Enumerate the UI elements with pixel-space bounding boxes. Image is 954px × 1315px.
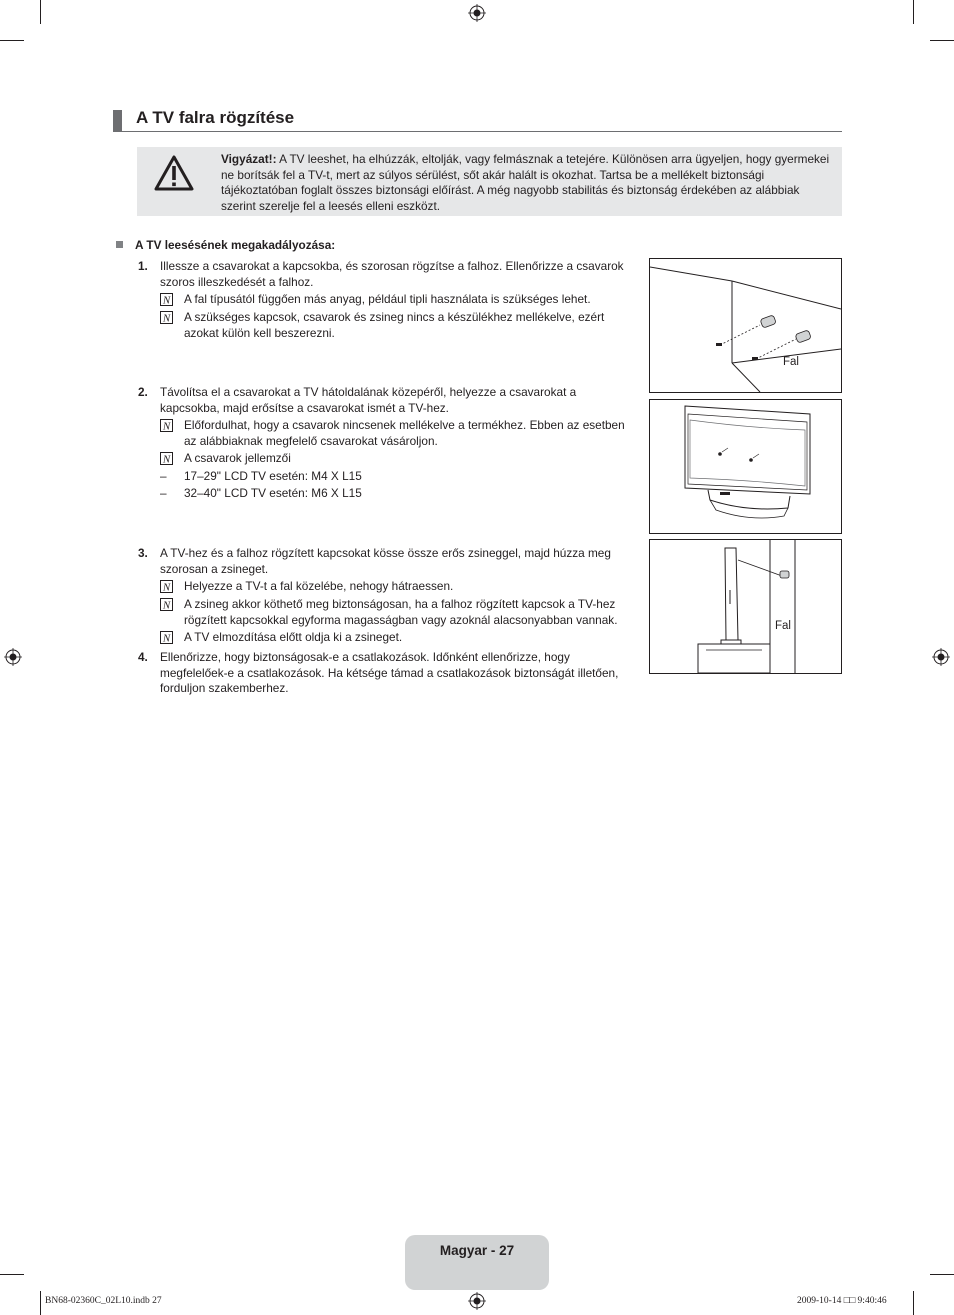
registration-mark-icon [468,4,486,22]
crop-mark [930,40,954,41]
step-text: Ellenőrizze, hogy biztonságosak-e a csatlakozások. Időnként ellenőrizze, hogy megfelelőek-e a csatlakozások. Ha kétsége támad a csatlakozások biztonságát illetően, forduljon szakemberhez. [160,650,619,695]
note-icon [160,452,173,465]
svg-text:N: N [162,599,171,611]
crop-mark [40,0,41,24]
svg-text:N: N [162,294,171,306]
tv-side-illustration [650,540,841,673]
title-divider [113,131,842,132]
step-number: 4. [138,650,148,664]
note-text: A zsineg akkor köthető meg biztonságosan, ha a falhoz rögzített kapcsok a TV-hez rögzített kapcsokkal egyforma magasságban vagy azoknál alacsonyabban vannak. [184,597,618,627]
warning-body: A TV leeshet, ha elhúzzák, eltolják, vagy felmásznak a tetejére. Különösen arra ügyeljen, hogy gyermekei ne borítsák fel a TV-t, mert az súlyos sérülést, sőt akár halált is okozhat. Tartsa be a mellékelt biztonsági tájékoztatóban foglalt összes biztonsági előírást. A még nagyobb stabilitás és biztonság érdekében az alábbiak szerint szerelje fel a leesés elleni eszközt. [221,152,830,213]
step-2 [138,385,638,416]
registration-mark-icon [468,1292,486,1310]
spec-item [160,469,362,485]
figure-tv-back [649,399,842,534]
svg-text:N: N [162,420,171,432]
note-icon [160,311,173,324]
crop-mark [913,1291,914,1315]
wall-label: Fal [775,620,791,632]
note [160,579,630,595]
step-text: A TV-hez és a falhoz rögzített kapcsokat kösse össze erős zsineggel, majd húzza meg szorosan a zsineget. [160,546,611,576]
step-number: 3. [138,546,148,560]
screw-anchor-icon [716,315,776,346]
note [160,418,630,449]
note [160,310,630,341]
page-number: Magyar - 27 [439,1243,515,1258]
note-text: A szükséges kapcsok, csavarok és zsineg nincs a készülékhez mellékelve, ezért azokat külön kell beszerezni. [184,310,605,340]
wall-corner-illustration [650,259,841,392]
step-text: Távolítsa el a csavarokat a TV hátoldalának közepéről, helyezze a csavarokat a kapcsokba, majd erősítse a csavarokat ismét a TV-hez. [160,385,577,415]
warning-text [221,152,831,214]
spec-text: 32–40" LCD TV esetén: M6 X L15 [184,486,362,500]
note [160,597,630,628]
step-text: Illessze a csavarokat a kapcsokba, és szorosan rögzítse a falhoz. Ellenőrizze a csavarok szoros illeszkedését a falhoz. [160,259,624,289]
note-text: A TV elmozdítása előtt oldja ki a zsineget. [184,630,403,644]
warning-triangle-icon [154,155,194,191]
spec-text: 17–29" LCD TV esetén: M4 X L15 [184,469,362,483]
step-1 [138,259,638,290]
svg-text:N: N [162,312,171,324]
note-icon [160,293,173,306]
dash-marker: – [160,469,167,483]
figure-wall-screws [649,258,842,393]
wall-label: Fal [783,356,799,368]
svg-text:N: N [162,581,171,593]
note-text: A csavarok jellemzői [184,451,291,465]
crop-mark [913,0,914,24]
crop-mark [0,1274,24,1275]
screw-hole-icon [749,458,753,462]
wall-clip-icon [780,571,789,578]
figure-tv-side-string [649,539,842,674]
step-3 [138,546,638,577]
screw-hole-icon [718,452,722,456]
note [160,630,630,646]
note-text: Előfordulhat, hogy a csavarok nincsenek mellékelve a termékhez. Ebben az esetben az alábbiaknak megfelelő csavarokat vásároljon. [184,418,625,448]
note-icon [160,631,173,644]
note-icon [160,598,173,611]
subheading [116,238,335,252]
svg-text:N: N [162,453,171,465]
step-4 [138,650,638,697]
tv-back-illustration [650,400,841,533]
print-slug-right: 2009-10-14 □□ 9:40:46 [797,1296,887,1306]
registration-mark-icon [932,648,950,666]
bullet-square-icon [116,241,123,248]
page-title: A TV falra rögzítése [136,108,295,127]
note [160,292,630,308]
crop-mark [930,1274,954,1275]
registration-mark-icon [4,648,22,666]
step-number: 2. [138,385,148,399]
crop-mark [40,1291,41,1315]
title-bar-marker [113,110,122,131]
warning-box [137,147,842,216]
note-icon [160,580,173,593]
subheading-text: A TV leesésének megakadályozása: [135,238,336,252]
print-slug-left: BN68-02360C_02L10.indb 27 [45,1296,162,1306]
screw-anchor-icon [752,330,811,360]
dash-marker: – [160,486,167,500]
step-number: 1. [138,259,148,273]
note-text: A fal típusától függően más anyag, például tipli használata is szükséges lehet. [184,292,591,306]
crop-mark [0,40,24,41]
spec-item [160,486,362,502]
note [160,451,630,467]
note-text: Helyezze a TV-t a fal közelébe, nehogy hátraessen. [184,579,454,593]
note-icon [160,419,173,432]
svg-text:N: N [162,632,171,644]
warning-label: Vigyázat!: [221,152,277,166]
